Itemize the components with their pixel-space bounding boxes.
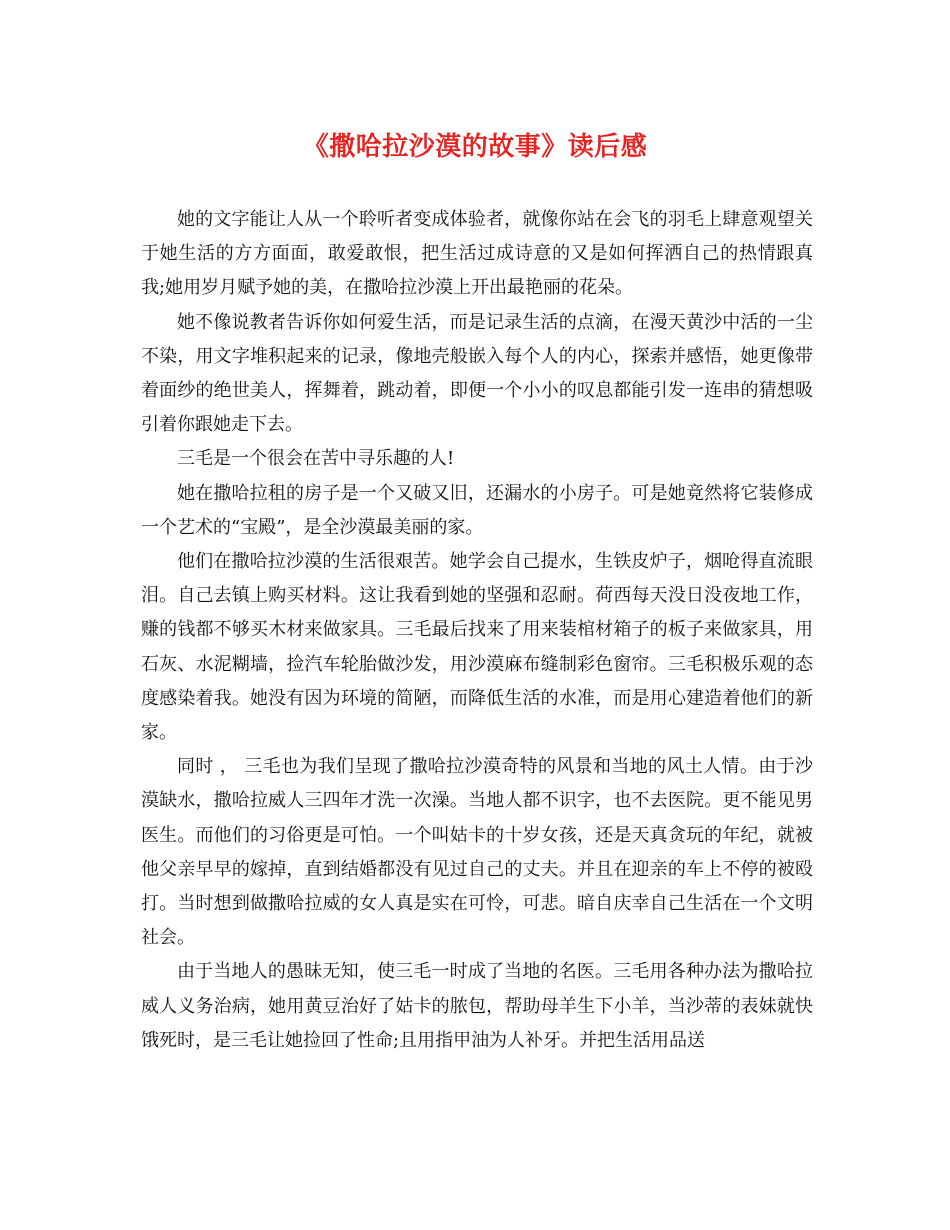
document-body: [141, 203, 813, 1058]
paragraph: 由于当地人的愚昧无知，使三毛一时成了当地的名医。三毛用各种办法为撒哈拉威人义务治病，她用黄豆治好了姑卡的脓包，帮助母羊生下小羊，当沙蒂的表妹就快饿死时，是三毛让她捡回了性命;且用指甲油为人补牙。并把生活用品送: [141, 961, 813, 1051]
document-title: 《撒哈拉沙漠的故事》读后感: [302, 132, 648, 162]
paragraph: 同时 ， 三毛也为我们呈现了撒哈拉沙漠奇特的风景和当地的风土人情。由于沙漠缺水，撒哈拉威人三四年才洗一次澡。当地人都不识字，也不去医院。更不能见男医生。而他们的习俗更是可怕。一个叫姑卡的十岁女孩，还是天真贪玩的年纪，就被他父亲早早的嫁掉，直到结婚都没有见过自己的丈夫。并且在迎亲的车上不停的被殴打。当时想到做撒哈拉威的女人真是实在可怜，可悲。暗自庆幸自己生活在一个文明社会。: [141, 756, 813, 949]
paragraph: 她不像说教者告诉你如何爱生活，而是记录生活的点滴，在漫天黄沙中活的一尘不染，用文字堆积起来的记录，像地壳般嵌入每个人的内心，探索并感悟，她更像带着面纱的绝世美人，挥舞着，跳动着，即便一个小小的叹息都能引发一连串的猜想吸引着你跟她走下去。: [141, 311, 813, 436]
paragraph: 她在撒哈拉租的房子是一个又破又旧，还漏水的小房子。可是她竟然将它装修成一个艺术的“宝殿”，是全沙漠最美丽的家。: [141, 482, 813, 538]
paragraph: 他们在撒哈拉沙漠的生活很艰苦。她学会自己提水，生铁皮炉子，烟呛得直流眼泪。自己去镇上购买材料。这让我看到她的坚强和忍耐。荷西每天没日没夜地工作，赚的钱都不够买木材来做家具。三毛最后找来了用来装棺材箱子的板子来做家具，用石灰、水泥糊墙，捡汽车轮胎做沙发，用沙漠麻布缝制彩色窗帘。三毛积极乐观的态度感染着我。她没有因为环境的简陋，而降低生活的水准，而是用心建造着他们的新家。: [141, 551, 813, 744]
paragraph: 三毛是一个很会在苦中寻乐趣的人!: [177, 448, 455, 470]
paragraph: 她的文字能让人从一个聆听者变成体验者，就像你站在会飞的羽毛上肆意观望关于她生活的方方面面，敢爱敢恨，把生活过成诗意的又是如何挥洒自己的热情跟真我;她用岁月赋予她的美，在撒哈拉沙漠上开出最艳丽的花朵。: [141, 209, 813, 299]
